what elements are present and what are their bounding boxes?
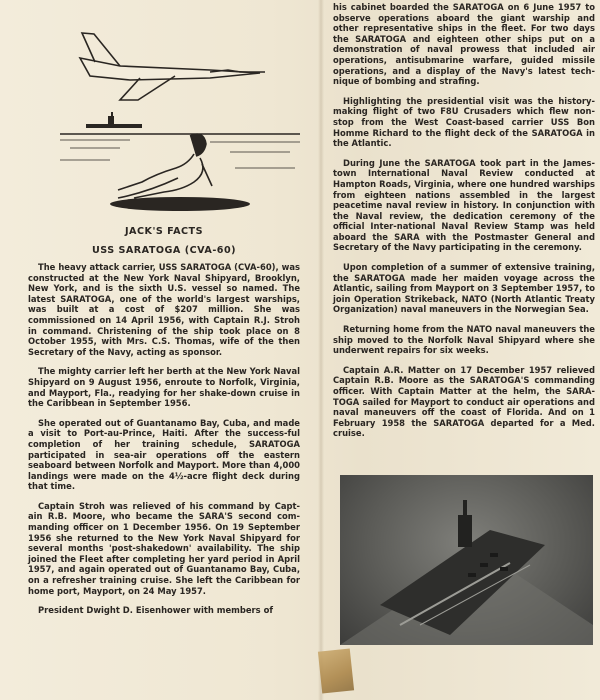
page-fold bbox=[318, 0, 324, 700]
paragraph: Upon completion of a summer of extensive training, the SARATOGA made her maiden voyage across the Atlantic, sailing from Mayport on 3 September 1957, to join Operation Strikeback, NATO (North Atlantic Treaty Organization) naval maneuvers in the Norwegian Sea. bbox=[333, 262, 595, 315]
paragraph: During June the SARATOGA took part in the James-town International Naval Review conducted at Hampton Roads, Virginia, where one hundred warships from eighteen nations assembled in the largest peacetime naval review in history. In conjunction with the Naval review, the dedication ceremony of the official Inter-national Naval Review Stamp was held aboard the SARA with the Postmaster General and Secretary of the Navy participating in the ceremony. bbox=[333, 157, 595, 253]
aircraft-carrier-photo-icon bbox=[340, 475, 593, 645]
paragraph: She operated out of Guantanamo Bay, Cuba, and made a visit to Port-au-Prince, Haiti. After the success-ful completion of her training schedule, SARATOGA participated in sea-air operations off the eastern seaboard between Norfolk and Mayport. More than 4,000 landings were made on the 4½-acre flight deck during that time. bbox=[28, 417, 300, 492]
page-title: JACK'S FACTS bbox=[124, 226, 204, 237]
paragraph: Highlighting the presidential visit was the history-making flight of two F8U Crusaders which flew non-stop from the West Coast-based carrier USS Bon Homme Richard to the flight deck of the SARATOGA in the Atlantic. bbox=[333, 95, 595, 149]
paragraph: The mighty carrier left her berth at the New York Naval Shipyard on 9 August 1956, enroute to Norfolk, Virginia, and Mayport, Fla., readying for her shake-down cruise in the Caribbean in September 1956. bbox=[28, 366, 300, 409]
paragraph: The heavy attack carrier, USS SARATOGA (CVA-60), was constructed at the New York Naval Shipyard, Brooklyn, New York, and is the sixth U.S. vessel so named. The latest SARATOGA, one of the world's largest warships, was built at a cost of $207 million. She was commissioned on 14 April 1956, with Captain R.J. Stroh in command. Christening of the ship took place on 8 October 1955, with Mrs. C.S. Thomas, wife of the then Secretary of the Navy, acting as sponsor. bbox=[28, 262, 300, 357]
right-column bbox=[333, 2, 595, 448]
left-column bbox=[28, 262, 300, 625]
paragraph: President Dwight D. Eisenhower with members of bbox=[38, 605, 273, 616]
jet-carrier-pinup-illustration-icon bbox=[60, 28, 300, 218]
adhesive-tape bbox=[318, 648, 354, 693]
paragraph: his cabinet boarded the SARATOGA on 6 June 1957 to observe operations aboard the giant warship and other representative ships in the fleet. For two days the SARATOGA and eighteen other ships put on a demonstration of naval prowess that included air operations, antisubmarine warfare, guided missile operations, and a display of the Navy's latest tech-nique of bombing and strafing. bbox=[333, 2, 595, 87]
paragraph: Returning home from the NATO naval maneuvers the ship moved to the Norfolk Naval Shipyard where she underwent repairs for six weeks. bbox=[333, 324, 595, 356]
paragraph: Captain A.R. Matter on 17 December 1957 relieved Captain R.B. Moore as the SARATOGA'S commanding officer. With Captain Matter at the helm, the SARA-TOGA sailed for Mayport to conduct air operations and naval maneuvers off the coast of Florida. And on 1 February 1958 the SARATOGA departed for a Med. cruise. bbox=[333, 364, 595, 439]
page-subtitle: USS SARATOGA (CVA-60) bbox=[91, 245, 237, 256]
paragraph: Captain Stroh was relieved of his command by Capt-ain R.B. Moore, who became the SARA'S second com-manding officer on 1 December 1956. On 19 September 1956 she returned to the New York Naval Shipyard for several months 'post-shakedown' availability. The ship joined the Fleet after completing her yard period in April 1957, and again operated out of Guantanamo Bay, Cuba, on a refresher training cruise. She left the Caribbean for home port, Mayport, on 24 May 1957. bbox=[28, 500, 300, 596]
